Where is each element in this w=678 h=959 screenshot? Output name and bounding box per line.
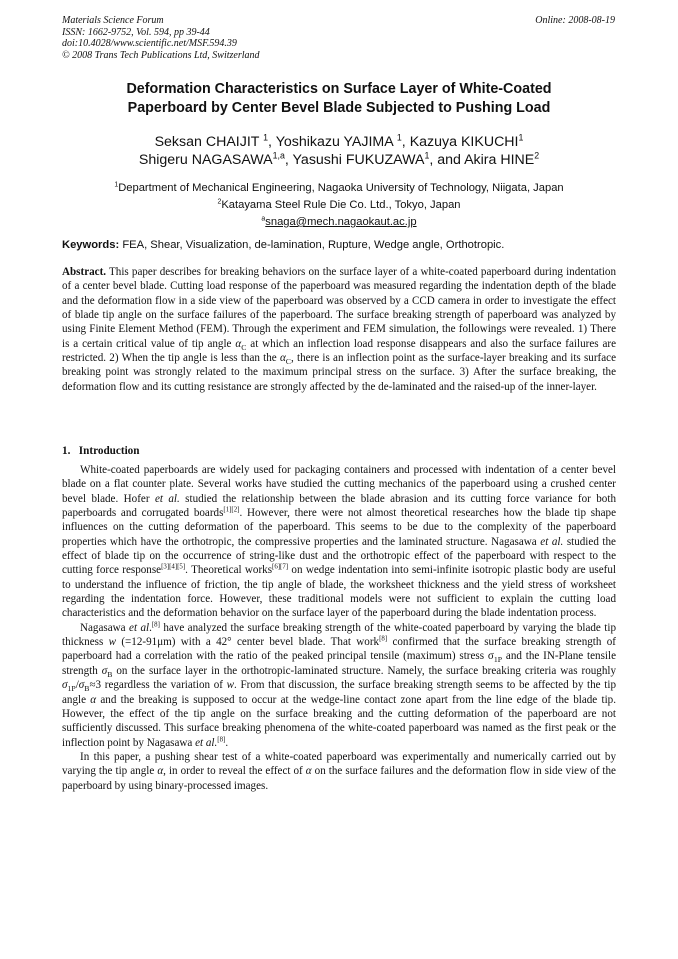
symbol-sigma: σ — [78, 679, 85, 692]
text-run: . However, there were not almost theoretical researches how the blade tip shape influences on the cutting deformation of the paperboard. This seems to be due to the complexity of the paperboard properties which have the orthotropic, the compressive properties and the laminated structure. Nagasawa — [62, 507, 616, 548]
journal-header — [62, 15, 260, 61]
abstract-text: , there is an inflection point as the surface-layer breaking and its surface breaking point was strongly related to the maximum principal stress on the surface. 3) After the surface breaking, the deformation flow and its cutting resistance are strongly affected by the de-laminated and the raised-up of the inner-layer. — [62, 352, 616, 393]
subscript: 1P — [67, 684, 76, 694]
text-run: . — [225, 736, 229, 749]
subscript: 1P — [493, 655, 503, 665]
abstract — [62, 265, 616, 394]
abstract-label: Abstract. — [62, 266, 107, 278]
email-mark: a — [261, 215, 266, 223]
text-run: confirmed that the surface breaking strength of paperboard had a correlation with the ratio of the peaked principal tensile (maximum) stress σ — [62, 636, 617, 663]
symbol-sigma: σ — [62, 679, 68, 692]
doi-line: doi:10.4028/www.scientific.net/MSF.594.39 — [62, 38, 237, 49]
subscript: C — [241, 342, 247, 352]
text-run: White-coated paperboards are widely used for packaging containers and processed with indentation of a center bevel blade on a flat counter plate. Several works have studied the cutting mechanics of the paperboard using a crushed center bevel blade. Hofer — [62, 464, 616, 505]
subscript: C — [285, 357, 291, 367]
journal-name: Materials Science Forum — [62, 15, 164, 26]
text-run: , in order to reveal the effect of — [163, 765, 306, 778]
text-run: on wedge indentation into semi-infinite isotropic plastic body are useful to understand the influence of friction, the tip angle of blade, the worksheet thickness and the yield stress of worksheet regarding the indentation force. However, these traditional models were not sufficient to explain the cutting load characteristics and the deformation behavior on the surface layer of the paperboard during the blade indentation process. — [62, 564, 616, 620]
symbol-alpha: α — [279, 352, 286, 365]
copyright-line: © 2008 Trans Tech Publications Ltd, Switzerland — [62, 49, 260, 61]
symbol-alpha: α — [90, 693, 97, 706]
keywords-text: FEA, Shear, Visualization, de-lamination, Rupture, Wedge angle, Orthotropic. — [122, 239, 505, 251]
text-run: et al. — [195, 736, 218, 749]
symbol-w: w — [108, 636, 117, 649]
text-run: Nagasawa — [80, 621, 130, 634]
keywords — [62, 239, 616, 251]
text-run: on the surface failures and the deformation flow in side view of the paperboard by using binary-processed images. — [62, 765, 616, 792]
text-run: / — [75, 679, 79, 692]
author-name: Yoshikazu YAJIMA — [275, 134, 393, 150]
email-link[interactable]: snaga@mech.nagaokaut.ac.jp — [265, 216, 417, 228]
title-line-2: Paperboard by Center Bevel Blade Subjected to Pushing Load — [127, 100, 551, 116]
paper-title — [62, 80, 616, 118]
author-affil-mark: 1,a — [272, 150, 285, 161]
author-line-2: Shigeru NAGASAWA$^{1,a}$, Yasushi FUKUZAWA$^1$, and Akira HINE$^2$ — [138, 150, 540, 168]
text-run: et al. — [540, 535, 564, 548]
issn-line: ISSN: 1662-9752, Vol. 594, pp 39-44 — [62, 26, 210, 38]
author-name: Shigeru NAGASAWA — [138, 152, 273, 168]
citation: [8] — [151, 621, 160, 629]
author-affil-mark: 1 — [424, 150, 430, 161]
abstract-text: at which an inflection load response disappears and also the surface failures are restricted. 2) When the tip angle is less than the — [62, 337, 616, 365]
text-run: . — [149, 621, 152, 634]
citation: [3][4][5] — [161, 563, 186, 571]
author-name: Akira HINE — [464, 152, 535, 168]
text-run: on the surface layer in the orthotropic-laminated structure. Namely, the surface breaking criteria was roughly — [112, 664, 617, 677]
author-affil-mark: 1 — [518, 132, 524, 143]
citation: [8] — [379, 635, 388, 643]
online-date: Online: 2008-08-19 — [535, 15, 615, 26]
text-run: . From that discussion, the surface breaking strength seems to be affected by the tip angle — [62, 679, 616, 706]
text-run: have analyzed the surface breaking strength of the white-coated paperboard by varying the blade tip thickness — [62, 621, 616, 649]
affiliations — [62, 180, 616, 231]
text-run: (=12-91μm) with a 42° center bevel blade. That work — [116, 636, 380, 649]
text-run: In this paper, a pushing shear test of a white-coated paperboard was experimentally and numerically carried out by varying the tip angle — [62, 750, 616, 778]
text-run: et al — [129, 621, 150, 634]
symbol-alpha: α — [305, 765, 312, 778]
author-affil-mark: 1 — [396, 132, 402, 143]
text-run: ≈3 regardless the variation of — [89, 679, 227, 692]
symbol-alpha: α — [157, 765, 164, 778]
text-run: studied the relationship between the blade abrasion and its cutting force variance for both paperboards and corrugated boards — [62, 492, 616, 520]
subscript: B — [84, 684, 90, 694]
author-affil-mark: 2 — [534, 150, 540, 161]
text-run: . Theoretical works — [185, 564, 273, 577]
author-list — [62, 133, 616, 169]
symbol-alpha: α — [235, 337, 242, 350]
title-line-1: Deformation Characteristics on Surface Layer of White-Coated — [126, 81, 552, 97]
affil-mark: 1 — [114, 181, 119, 189]
author-name: Seksan CHAIJIT — [154, 134, 260, 150]
symbol-sigma: σ — [101, 664, 108, 677]
author-affil-mark: 1 — [263, 132, 269, 143]
introduction-body — [62, 463, 616, 793]
symbol-w: w — [226, 679, 235, 692]
author-name: Yasushi FUKUZAWA — [292, 152, 425, 168]
author-name: Kazuya KIKUCHI — [409, 134, 519, 150]
affiliation-1 — [62, 180, 616, 197]
paragraph — [62, 463, 616, 621]
citation: [6][7] — [272, 563, 289, 571]
keywords-label: Keywords: — [62, 239, 120, 251]
text-run: and the breaking is supposed to occur at the wedge-line contact zone apart from the line edge of the blade tip. However, the effect of the tip angle on the surface breaking and the cutting deformation of the paperboard are not sufficiently discussed. This surface breaking phenomena of the white-coated paperboard was named as the first peak or the inflection point by Nagasawa — [62, 693, 616, 749]
text-run: studied the effect of blade tip on the occurrence of string-like dust and the orthotropic effect of the paperboard with respect to the cutting force response — [62, 535, 616, 577]
author-line-1: Seksan CHAIJIT $^1$, Yoshikazu YAJIMA $^1$, Kazuya KIKUCHI$^1$ — [154, 132, 524, 150]
paragraph — [62, 621, 616, 750]
text-run: et al. — [154, 492, 180, 505]
paragraph — [62, 750, 616, 793]
subscript: B — [107, 670, 113, 680]
abstract-text: This paper describes for breaking behaviors on the surface layer of a white-coated paperboard during indentation of a center bevel blade. Cutting load response of the paperboard was measured regarding the indentation depth of the blade and the deformation flow in a side view of the paperboard was observed by a CCD camera in order to investigate the effect of blade tip angle on the surface failures of the paperboard. The surface breaking strength of paperboard was analyzed by using Finite Element Method (FEM). Through the experiment and FEM simulation, the followings were revealed. 1) There is a certain critical value of tip angle — [62, 266, 616, 350]
affil-mark: 2 — [217, 198, 222, 206]
text-run: and the IN-Plane tensile strength — [62, 650, 616, 677]
affil-text: Department of Mechanical Engineering, Nagaoka University of Technology, Niigata, Japan — [118, 182, 564, 194]
contact-email — [62, 214, 616, 231]
citation: [1][2] — [223, 506, 240, 514]
citation: [8] — [217, 735, 226, 743]
section-heading-introduction: 1. Introduction — [62, 445, 140, 457]
affiliation-2 — [62, 197, 616, 214]
affil-text: Katayama Steel Rule Die Co. Ltd., Tokyo, Japan — [221, 199, 461, 211]
